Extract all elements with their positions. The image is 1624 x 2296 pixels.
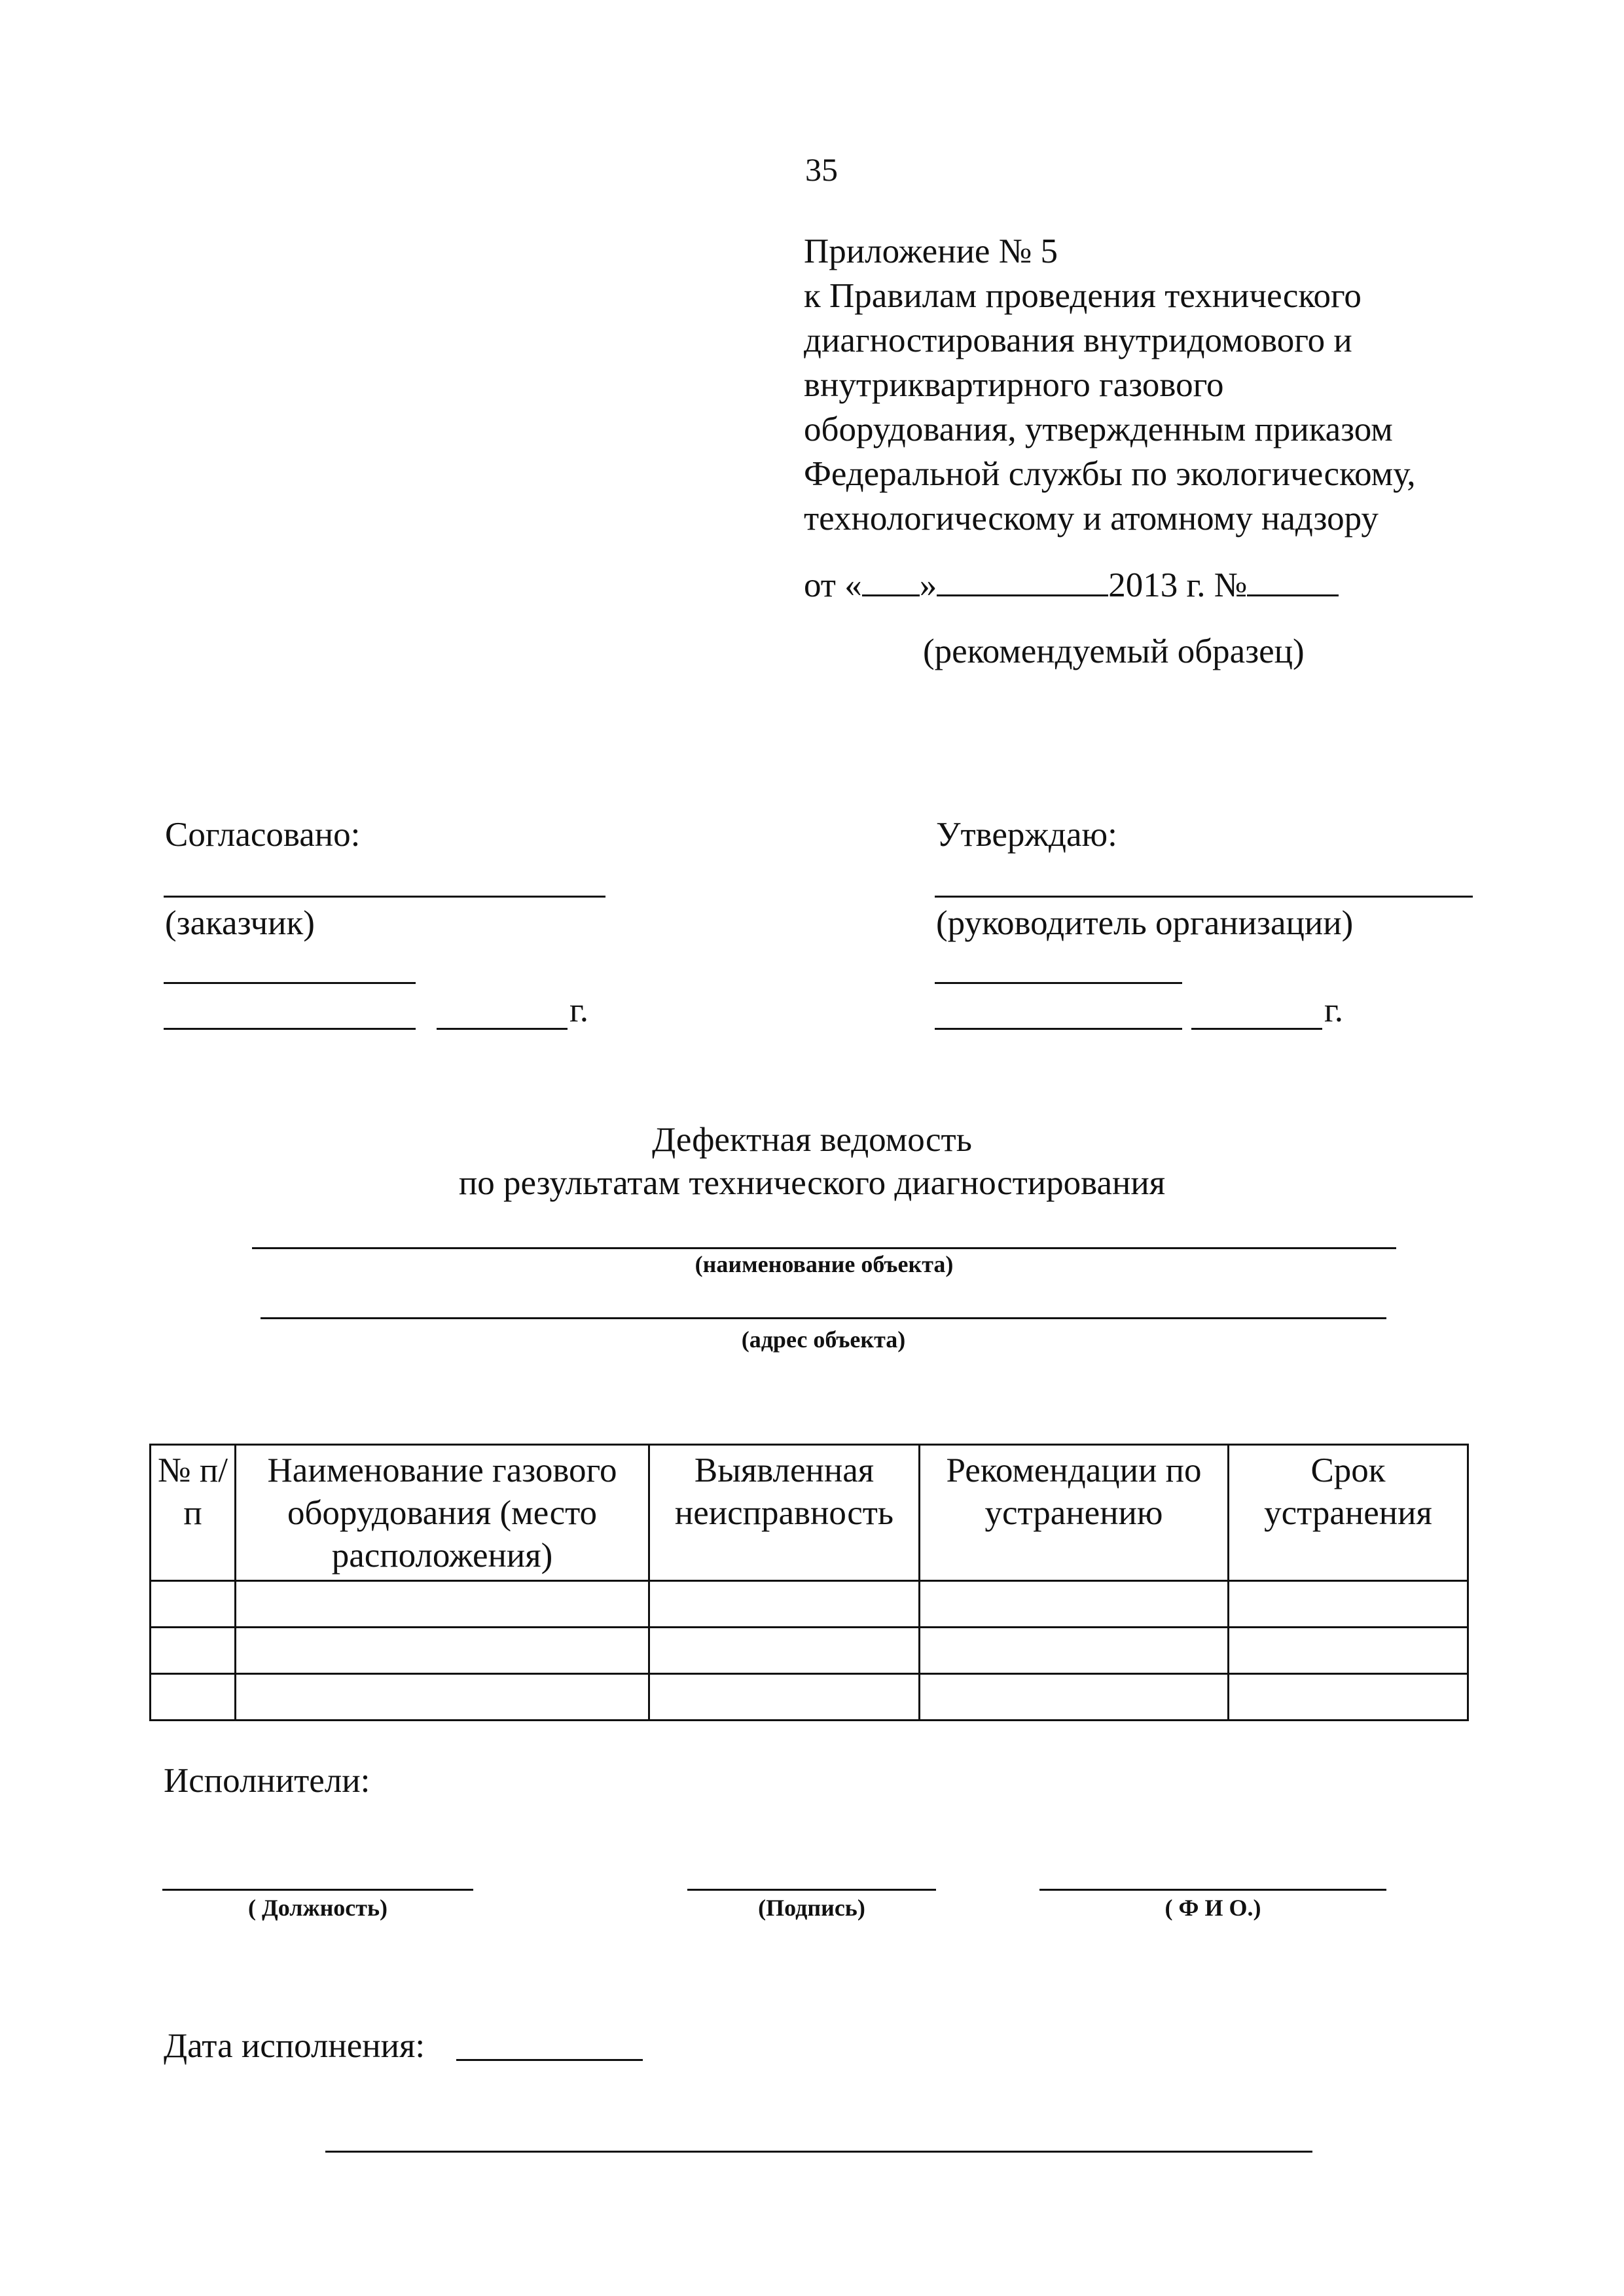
- position-caption: ( Должность): [247, 1895, 388, 1921]
- date-mid: »: [919, 566, 937, 604]
- director-year-line[interactable]: [1191, 1028, 1322, 1030]
- defects-table: [149, 1444, 1469, 1721]
- page-number: 35: [805, 151, 838, 188]
- director-date-line[interactable]: [935, 1028, 1182, 1030]
- customer-year-line[interactable]: [437, 1028, 568, 1030]
- customer-caption: (заказчик): [165, 904, 315, 942]
- date-prefix: от «: [804, 566, 862, 604]
- table-cell[interactable]: [1229, 1628, 1468, 1674]
- table-row: [151, 1581, 1468, 1628]
- full-name-line[interactable]: [1039, 1889, 1386, 1891]
- table-header-row: [151, 1445, 1468, 1581]
- table-cell[interactable]: [151, 1628, 236, 1674]
- table-row: [151, 1674, 1468, 1721]
- execution-date-label: Дата исполнения:: [164, 2027, 425, 2065]
- table-cell[interactable]: [236, 1628, 649, 1674]
- table-cell[interactable]: [649, 1628, 920, 1674]
- appendix-header: [804, 229, 1416, 541]
- appendix-line: диагностирования внутридомового и: [804, 321, 1352, 359]
- object-address-line[interactable]: [261, 1317, 1386, 1319]
- appendix-line: внутриквартирного газового: [804, 366, 1224, 404]
- appendix-line: Федеральной службы по экологическому,: [804, 455, 1416, 493]
- appendix-line: Приложение № 5: [804, 232, 1058, 270]
- table-cell[interactable]: [1229, 1581, 1468, 1628]
- column-header-defect: Выявленная неисправность: [649, 1445, 920, 1581]
- order-date-line: [804, 563, 1339, 605]
- day-blank[interactable]: [862, 563, 920, 596]
- table-cell[interactable]: [920, 1581, 1229, 1628]
- director-signature-line[interactable]: [935, 896, 1473, 898]
- appendix-line: к Правилам проведения технического: [804, 277, 1362, 315]
- approve-heading: Утверждаю:: [936, 816, 1117, 854]
- customer-name-line[interactable]: [164, 982, 416, 984]
- document-title: [0, 1118, 1624, 1205]
- appendix-line: оборудования, утвержденным приказом: [804, 410, 1393, 448]
- table-cell[interactable]: [151, 1674, 236, 1721]
- object-name-caption: (наименование объекта): [695, 1251, 954, 1277]
- table-cell[interactable]: [1229, 1674, 1468, 1721]
- object-name-line[interactable]: [252, 1247, 1396, 1249]
- table-cell[interactable]: [920, 1674, 1229, 1721]
- object-address-caption: (адрес объекта): [741, 1326, 906, 1353]
- full-name-caption: ( Ф И О.): [1164, 1895, 1261, 1921]
- customer-year-suffix: г.: [569, 991, 589, 1029]
- table-cell[interactable]: [236, 1674, 649, 1721]
- year-text: 2013 г. №: [1108, 566, 1248, 604]
- title-line-2: по результатам технического диагностирования: [458, 1164, 1166, 1202]
- column-header-recommendations: Рекомендации по устранению: [920, 1445, 1229, 1581]
- column-header-equipment: Наименование газового оборудования (место расположения): [236, 1445, 649, 1581]
- director-year-suffix: г.: [1324, 991, 1344, 1029]
- director-name-line[interactable]: [935, 982, 1182, 984]
- order-number-blank[interactable]: [1247, 563, 1339, 596]
- bottom-rule: [325, 2151, 1312, 2153]
- signature-line[interactable]: [687, 1889, 936, 1891]
- customer-signature-line[interactable]: [164, 896, 605, 898]
- table-cell[interactable]: [920, 1628, 1229, 1674]
- agreed-heading: Согласовано:: [165, 816, 361, 854]
- column-header-deadline: Срок устранения: [1229, 1445, 1468, 1581]
- appendix-line: технологическому и атомному надзору: [804, 500, 1379, 538]
- title-line-1: Дефектная ведомость: [652, 1121, 972, 1159]
- month-blank[interactable]: [937, 563, 1108, 596]
- director-caption: (руководитель организации): [936, 904, 1354, 942]
- table-cell[interactable]: [236, 1581, 649, 1628]
- column-header-number: № п/п: [151, 1445, 236, 1581]
- table-cell[interactable]: [649, 1674, 920, 1721]
- table-row: [151, 1628, 1468, 1674]
- performers-heading: Исполнители:: [164, 1762, 370, 1800]
- signature-caption: (Подпись): [758, 1895, 865, 1921]
- table-cell[interactable]: [151, 1581, 236, 1628]
- customer-date-line[interactable]: [164, 1028, 416, 1030]
- execution-date-line[interactable]: [456, 2059, 643, 2061]
- position-line[interactable]: [162, 1889, 473, 1891]
- sample-note: (рекомендуемый образец): [923, 632, 1305, 670]
- table-cell[interactable]: [649, 1581, 920, 1628]
